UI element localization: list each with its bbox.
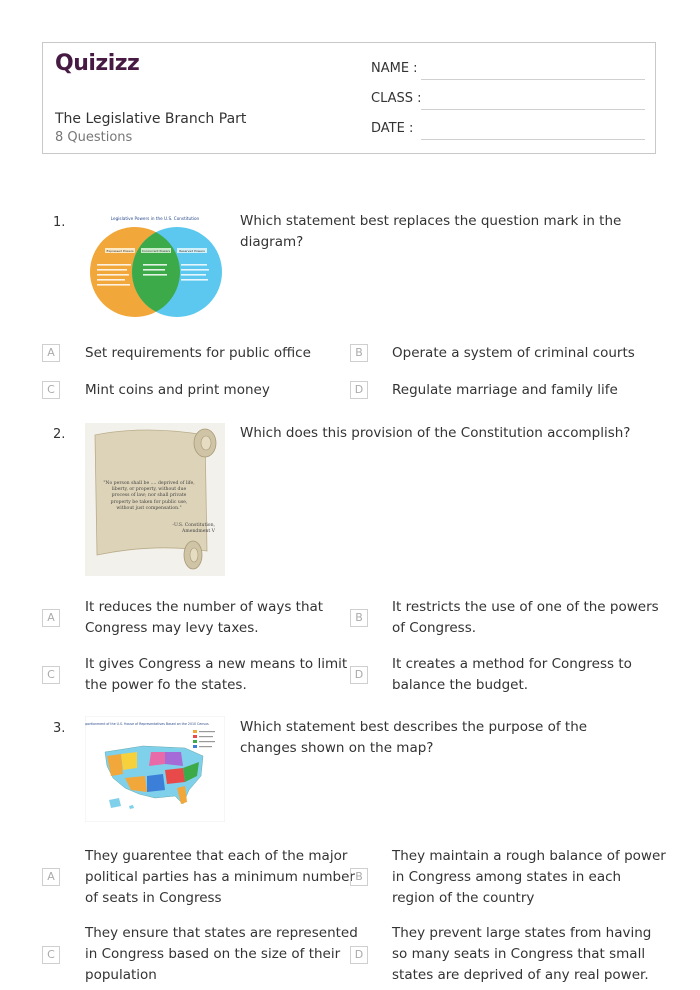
question-count: 8 Questions — [55, 130, 133, 145]
option-line: They maintain a rough balance of power — [392, 848, 666, 864]
option-line: in Congress among states in each — [392, 869, 622, 885]
us-map-image — [85, 716, 225, 822]
name-label: NAME : — [371, 61, 418, 76]
venn-right-label: Reserved Powers — [179, 248, 205, 253]
option-line: They ensure that states are represented — [85, 925, 358, 941]
option-c-text — [85, 654, 347, 696]
question-text: Which statement best replaces the question mark in the diagram? — [240, 213, 622, 250]
option-d-box[interactable]: D — [350, 666, 368, 684]
class-label: CLASS : — [371, 91, 422, 106]
quizizz-logo: Quizizz — [55, 51, 140, 76]
option-c-box[interactable]: C — [42, 666, 60, 684]
question-number: 1. — [53, 215, 66, 230]
scroll-source-line2: Amendment V — [182, 529, 215, 535]
option-line: It creates a method for Congress to — [392, 656, 632, 672]
question-text: Which statement best describes the purpose of the changes shown on the map? — [240, 719, 588, 756]
option-d-box[interactable]: D — [350, 381, 368, 399]
map-title: Apportionment of the U.S. House of Representatives Based on the 2010 Census — [85, 722, 209, 726]
worksheet-header — [42, 42, 656, 154]
option-line: They prevent large states from having — [392, 925, 652, 941]
constitution-scroll-image — [85, 423, 225, 576]
option-line: balance the budget. — [392, 677, 529, 693]
option-d-text — [392, 654, 632, 696]
option-line: They guarentee that each of the major — [85, 848, 348, 864]
option-d-text: Regulate marriage and family life — [392, 382, 618, 398]
venn-left-label: Expressed Powers — [106, 248, 134, 253]
scroll-source-line1: -U.S. Constitution, — [172, 523, 215, 528]
option-b-box[interactable]: B — [350, 344, 368, 362]
option-line: It reduces the number of ways that — [85, 599, 324, 615]
option-c-text: Mint coins and print money — [85, 382, 270, 398]
option-a-box[interactable]: A — [42, 609, 60, 627]
venn-diagram-image — [85, 212, 225, 322]
option-line: region of the country — [392, 890, 535, 906]
option-a-text — [85, 597, 323, 639]
date-line — [421, 139, 645, 140]
option-line: political parties has a minimum number — [85, 869, 355, 885]
name-line — [421, 79, 645, 80]
date-label: DATE : — [371, 121, 414, 136]
option-line: so many seats in Congress that small — [392, 946, 646, 962]
option-line: Congress may levy taxes. — [85, 620, 259, 636]
question-number: 2. — [53, 427, 66, 442]
option-b-box[interactable]: B — [350, 868, 368, 886]
option-line: It restricts the use of one of the powers — [392, 599, 659, 615]
option-line: of seats in Congress — [85, 890, 222, 906]
option-c-box[interactable]: C — [42, 946, 60, 964]
venn-title: Legislative Powers in the U.S. Constitution — [110, 216, 200, 221]
option-b-text — [392, 597, 659, 639]
option-line: the power fo the states. — [85, 677, 247, 693]
option-a-text — [85, 846, 355, 909]
question-text: Which does this provision of the Constitution accomplish? — [240, 425, 631, 441]
class-line — [421, 109, 645, 110]
option-line: of Congress. — [392, 620, 477, 636]
option-c-box[interactable]: C — [42, 381, 60, 399]
option-c-text — [85, 923, 358, 986]
option-line: states are deprived of any real power. — [392, 967, 649, 983]
option-line: in Congress based on the size of their — [85, 946, 341, 962]
option-line: It gives Congress a new means to limit — [85, 656, 348, 672]
venn-center-label: Concurrent Powers — [141, 248, 171, 253]
option-line: population — [85, 967, 157, 983]
worksheet-title: The Legislative Branch Part — [55, 111, 247, 127]
scroll-quote: "No person shall be .... deprived of life, liberty, or property, without due process of law; nor shall private property be taken for public use, without just compensation." — [103, 481, 195, 511]
option-d-text — [392, 923, 651, 986]
option-b-text — [392, 846, 666, 909]
question-number: 3. — [53, 721, 66, 736]
option-b-text: Operate a system of criminal courts — [392, 345, 635, 361]
option-b-box[interactable]: B — [350, 609, 368, 627]
option-a-text: Set requirements for public office — [85, 345, 311, 361]
option-a-box[interactable]: A — [42, 868, 60, 886]
option-d-box[interactable]: D — [350, 946, 368, 964]
option-a-box[interactable]: A — [42, 344, 60, 362]
